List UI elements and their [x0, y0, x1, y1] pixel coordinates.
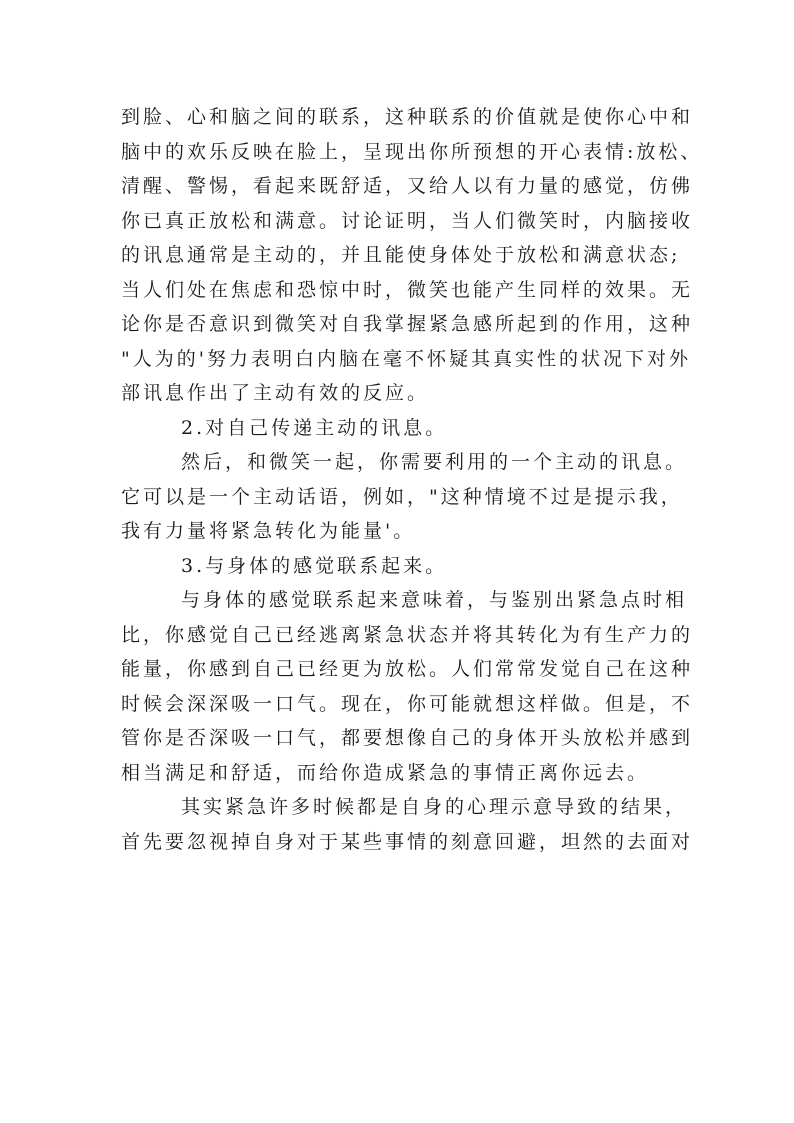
text-line: 相当满足和舒适，而给你造成紧急的事情正离你远去。 — [121, 761, 650, 784]
text-line: 论你是否意识到微笑对自我掌握紧急感所起到的作用，这种 — [121, 313, 694, 335]
text-line: 其实紧急许多时候都是自身的心理示意导致的结果， — [181, 796, 688, 818]
text-line: 的讯息通常是主动的，并且能使身体处于放松和满意状态; — [121, 244, 681, 266]
text-line: 3.与身体的感觉联系起来。 — [181, 554, 448, 577]
text-line: 部讯息作出了主动有效的反应。 — [121, 382, 430, 404]
text-line: 当人们处在焦虑和恐惊中时，微笑也能产生同样的效果。无 — [121, 278, 694, 301]
text-line: 管你是否深吸一口气，都要想像自己的身体开头放松并感到 — [121, 727, 694, 749]
text-line: 你已真正放松和满意。讨论证明，当人们微笑时，内脑接收 — [121, 209, 694, 232]
text-line: 能量，你感到自己已经更为放松。人们常常发觉自己在这种 — [121, 658, 694, 680]
text-line: "人为的'努力表明白内脑在毫不怀疑其真实性的状况下对外 — [121, 347, 691, 370]
text-line: 与身体的感觉联系起来意味着，与鉴别出紧急点时相 — [181, 589, 688, 611]
text-line: 比，你感觉自己已经逃离紧急状态并将其转化为有生产力的 — [121, 623, 694, 646]
text-line: 它可以是一个主动话语，例如，"这种情境不过是提示我， — [121, 485, 683, 508]
text-line: 时候会深深吸一口气。现在，你可能就想这样做。但是，不 — [121, 692, 694, 715]
text-line: 首先要忽视掉自身对于某些事情的刻意回避，坦然的去面对 — [121, 830, 694, 853]
document-body — [121, 104, 703, 863]
text-line: 然后，和微笑一起，你需要利用的一个主动的讯息。 — [181, 451, 688, 473]
text-line: 我有力量将紧急转化为能量'。 — [121, 520, 416, 542]
text-line: 2.对自己传递主动的讯息。 — [181, 416, 448, 439]
text-line: 到脸、心和脑之间的联系，这种联系的价值就是使你心中和 — [121, 106, 694, 128]
text-line: 脑中的欢乐反映在脸上，呈现出你所预想的开心表情:放松、 — [121, 140, 703, 163]
text-line: 清醒、警惕，看起来既舒适，又给人以有力量的感觉，仿佛 — [121, 175, 694, 197]
